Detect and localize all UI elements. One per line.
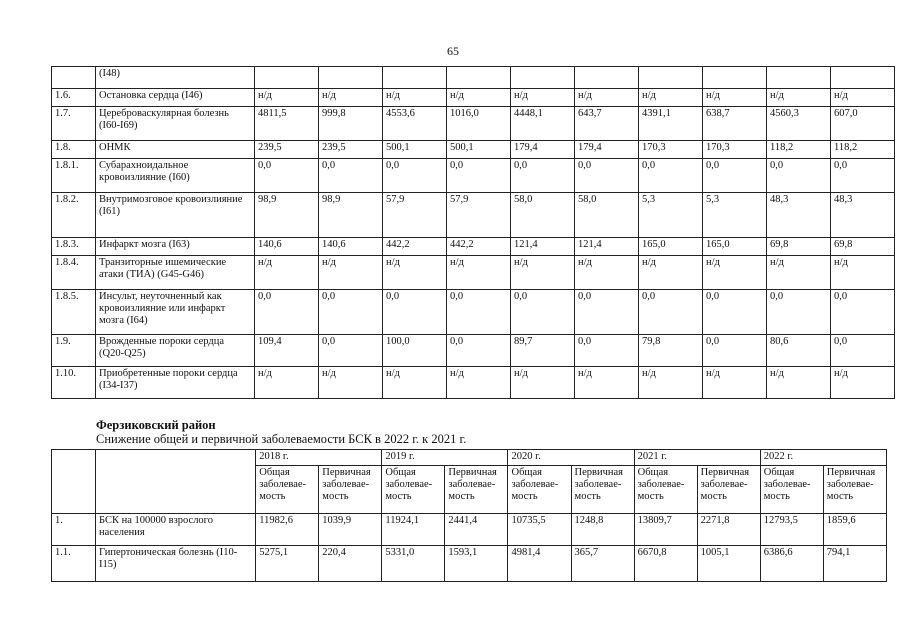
value-cell: 0,0 — [831, 159, 895, 193]
value-cell: н/д — [767, 256, 831, 290]
indicator-name: Внутримозговое кровоизлияние (I61) — [96, 193, 255, 238]
value-cell: 4560,3 — [767, 107, 831, 141]
year-header: 2021 г. — [634, 450, 760, 466]
value-cell: 2271,8 — [697, 514, 760, 546]
value-cell: 239,5 — [319, 141, 383, 159]
row-number: 1.8.1. — [52, 159, 96, 193]
value-cell: 57,9 — [383, 193, 447, 238]
value-cell: 0,0 — [447, 290, 511, 335]
primary-morbidity-header: Первичная заболевае-мость — [697, 466, 760, 514]
value-cell: 13809,7 — [634, 514, 697, 546]
value-cell: н/д — [639, 89, 703, 107]
table-row — [52, 193, 895, 238]
value-cell: 0,0 — [319, 335, 383, 367]
value-cell: 239,5 — [255, 141, 319, 159]
indicator-name: Приобретенные пороки сердца (I34-I37) — [96, 367, 255, 399]
indicator-name: БСК на 100000 взрослого населения — [96, 514, 256, 546]
value-cell — [383, 67, 447, 89]
value-cell — [767, 67, 831, 89]
value-cell: н/д — [831, 256, 895, 290]
value-cell: 442,2 — [383, 238, 447, 256]
row-number: 1.9. — [52, 335, 96, 367]
value-cell: 80,6 — [767, 335, 831, 367]
value-cell: н/д — [255, 256, 319, 290]
value-cell: 89,7 — [511, 335, 575, 367]
row-number: 1. — [52, 514, 96, 546]
value-cell: 6670,8 — [634, 546, 697, 582]
value-cell: н/д — [511, 367, 575, 399]
value-cell: 4553,6 — [383, 107, 447, 141]
value-cell: 1005,1 — [697, 546, 760, 582]
primary-morbidity-header: Первичная заболевае-мость — [823, 466, 886, 514]
value-cell: 0,0 — [639, 159, 703, 193]
value-cell: н/д — [511, 256, 575, 290]
value-cell: 170,3 — [639, 141, 703, 159]
value-cell: 4811,5 — [255, 107, 319, 141]
table-row — [52, 67, 895, 89]
value-cell: 220,4 — [319, 546, 382, 582]
value-cell: 69,8 — [767, 238, 831, 256]
value-cell: 165,0 — [703, 238, 767, 256]
value-cell: 0,0 — [703, 335, 767, 367]
section-subtitle: Снижение общей и первичной заболеваемости БСК в 2022 г. к 2021 г. — [96, 432, 467, 446]
value-cell: 179,4 — [575, 141, 639, 159]
value-cell: 11982,6 — [256, 514, 319, 546]
value-cell: 165,0 — [639, 238, 703, 256]
value-cell: 0,0 — [255, 159, 319, 193]
value-cell: 0,0 — [255, 290, 319, 335]
table-row — [52, 238, 895, 256]
value-cell: 79,8 — [639, 335, 703, 367]
value-cell: 4448,1 — [511, 107, 575, 141]
value-cell: 0,0 — [319, 159, 383, 193]
value-cell: 643,7 — [575, 107, 639, 141]
value-cell: 57,9 — [447, 193, 511, 238]
value-cell: н/д — [447, 256, 511, 290]
value-cell: 2441,4 — [445, 514, 508, 546]
row-number: 1.8.2. — [52, 193, 96, 238]
indicator-name: Цереброваскулярная болезнь (I60-I69) — [96, 107, 255, 141]
value-cell: 1248,8 — [571, 514, 634, 546]
indicator-name: ОНМК — [96, 141, 255, 159]
value-cell: 0,0 — [319, 290, 383, 335]
value-cell: н/д — [383, 367, 447, 399]
value-cell: 58,0 — [511, 193, 575, 238]
value-cell: 365,7 — [571, 546, 634, 582]
value-cell: 121,4 — [575, 238, 639, 256]
value-cell: н/д — [319, 367, 383, 399]
value-cell: 58,0 — [575, 193, 639, 238]
value-cell: 11924,1 — [382, 514, 445, 546]
value-cell: 442,2 — [447, 238, 511, 256]
header-empty-name — [96, 450, 256, 514]
indicator-name: Инсульт, неуточненный как кровоизлияние или инфаркт мозга (I64) — [96, 290, 255, 335]
value-cell: 5275,1 — [256, 546, 319, 582]
value-cell: 48,3 — [767, 193, 831, 238]
value-cell: н/д — [639, 367, 703, 399]
value-cell: 1593,1 — [445, 546, 508, 582]
value-cell: 0,0 — [575, 335, 639, 367]
value-cell: 0,0 — [575, 290, 639, 335]
value-cell: н/д — [767, 367, 831, 399]
morbidity-table-continued — [51, 66, 895, 399]
value-cell: 0,0 — [575, 159, 639, 193]
value-cell: 140,6 — [255, 238, 319, 256]
value-cell — [639, 67, 703, 89]
header-empty-num — [52, 450, 96, 514]
fersikovo-morbidity-table — [51, 449, 887, 582]
value-cell: 5,3 — [703, 193, 767, 238]
value-cell: 170,3 — [703, 141, 767, 159]
section-title: Ферзиковский район — [96, 418, 216, 432]
value-cell: н/д — [447, 89, 511, 107]
value-cell: 1859,6 — [823, 514, 886, 546]
value-cell: н/д — [383, 89, 447, 107]
value-cell: 0,0 — [831, 290, 895, 335]
value-cell: 12793,5 — [760, 514, 823, 546]
value-cell: 607,0 — [831, 107, 895, 141]
page-number: 65 — [447, 44, 459, 58]
value-cell: 0,0 — [447, 159, 511, 193]
indicator-name: Врожденные пороки сердца (Q20-Q25) — [96, 335, 255, 367]
row-number: 1.8.3. — [52, 238, 96, 256]
value-cell: н/д — [767, 89, 831, 107]
table-row — [52, 107, 895, 141]
value-cell: 118,2 — [767, 141, 831, 159]
value-cell: 6386,6 — [760, 546, 823, 582]
value-cell: 98,9 — [255, 193, 319, 238]
general-morbidity-header: Общая заболевае-мость — [256, 466, 319, 514]
value-cell: н/д — [703, 256, 767, 290]
value-cell: н/д — [319, 89, 383, 107]
value-cell: 0,0 — [383, 159, 447, 193]
value-cell: 4981,4 — [508, 546, 571, 582]
value-cell — [447, 67, 511, 89]
value-cell: 500,1 — [447, 141, 511, 159]
value-cell: 0,0 — [703, 159, 767, 193]
value-cell: 500,1 — [383, 141, 447, 159]
value-cell: н/д — [575, 256, 639, 290]
value-cell: 118,2 — [831, 141, 895, 159]
year-header: 2020 г. — [508, 450, 634, 466]
indicator-name: (I48) — [96, 67, 255, 89]
value-cell: н/д — [575, 89, 639, 107]
value-cell: 0,0 — [383, 290, 447, 335]
value-cell: 48,3 — [831, 193, 895, 238]
row-number: 1.1. — [52, 546, 96, 582]
row-number — [52, 67, 96, 89]
value-cell: н/д — [255, 367, 319, 399]
value-cell: 999,8 — [319, 107, 383, 141]
value-cell: 98,9 — [319, 193, 383, 238]
value-cell: н/д — [383, 256, 447, 290]
general-morbidity-header: Общая заболевае-мость — [760, 466, 823, 514]
primary-morbidity-header: Первичная заболевае-мость — [571, 466, 634, 514]
value-cell: н/д — [831, 367, 895, 399]
value-cell: 0,0 — [767, 159, 831, 193]
value-cell: 1039,9 — [319, 514, 382, 546]
year-header: 2022 г. — [760, 450, 886, 466]
row-number: 1.8. — [52, 141, 96, 159]
value-cell — [703, 67, 767, 89]
header-row-years — [52, 450, 887, 466]
value-cell: н/д — [703, 89, 767, 107]
value-cell — [319, 67, 383, 89]
value-cell: 5331,0 — [382, 546, 445, 582]
table-row — [52, 290, 895, 335]
value-cell: 4391,1 — [639, 107, 703, 141]
row-number: 1.6. — [52, 89, 96, 107]
value-cell: 5,3 — [639, 193, 703, 238]
value-cell: н/д — [703, 367, 767, 399]
value-cell: 69,8 — [831, 238, 895, 256]
value-cell: н/д — [255, 89, 319, 107]
primary-morbidity-header: Первичная заболевае-мость — [319, 466, 382, 514]
table-row — [52, 89, 895, 107]
general-morbidity-header: Общая заболевае-мость — [508, 466, 571, 514]
indicator-name: Остановка сердца (I46) — [96, 89, 255, 107]
value-cell — [831, 67, 895, 89]
year-header: 2018 г. — [256, 450, 382, 466]
table-row — [52, 256, 895, 290]
row-number: 1.7. — [52, 107, 96, 141]
value-cell: 140,6 — [319, 238, 383, 256]
table-row — [52, 335, 895, 367]
value-cell: н/д — [831, 89, 895, 107]
year-header: 2019 г. — [382, 450, 508, 466]
value-cell: 179,4 — [511, 141, 575, 159]
value-cell: 0,0 — [703, 290, 767, 335]
value-cell: н/д — [319, 256, 383, 290]
table-row — [52, 546, 887, 582]
table-row — [52, 514, 887, 546]
table-row — [52, 159, 895, 193]
value-cell: 0,0 — [767, 290, 831, 335]
value-cell: 121,4 — [511, 238, 575, 256]
value-cell: 100,0 — [383, 335, 447, 367]
indicator-name: Инфаркт мозга (I63) — [96, 238, 255, 256]
table-row — [52, 367, 895, 399]
value-cell: 794,1 — [823, 546, 886, 582]
value-cell: 0,0 — [831, 335, 895, 367]
value-cell: 109,4 — [255, 335, 319, 367]
value-cell: 0,0 — [447, 335, 511, 367]
value-cell: н/д — [575, 367, 639, 399]
value-cell — [511, 67, 575, 89]
row-number: 1.10. — [52, 367, 96, 399]
value-cell: 0,0 — [511, 159, 575, 193]
value-cell: н/д — [511, 89, 575, 107]
value-cell: н/д — [447, 367, 511, 399]
row-number: 1.8.4. — [52, 256, 96, 290]
value-cell: 10735,5 — [508, 514, 571, 546]
value-cell — [575, 67, 639, 89]
value-cell: 0,0 — [639, 290, 703, 335]
value-cell: 0,0 — [511, 290, 575, 335]
value-cell: 1016,0 — [447, 107, 511, 141]
row-number: 1.8.5. — [52, 290, 96, 335]
indicator-name: Транзиторные ишемические атаки (ТИА) (G45-G46) — [96, 256, 255, 290]
primary-morbidity-header: Первичная заболевае-мость — [445, 466, 508, 514]
indicator-name: Субарахноидальное кровоизлияние (I60) — [96, 159, 255, 193]
value-cell: н/д — [639, 256, 703, 290]
value-cell — [255, 67, 319, 89]
value-cell: 638,7 — [703, 107, 767, 141]
table-row — [52, 141, 895, 159]
general-morbidity-header: Общая заболевае-мость — [382, 466, 445, 514]
general-morbidity-header: Общая заболевае-мость — [634, 466, 697, 514]
indicator-name: Гипертоническая болезнь (I10-I15) — [96, 546, 256, 582]
